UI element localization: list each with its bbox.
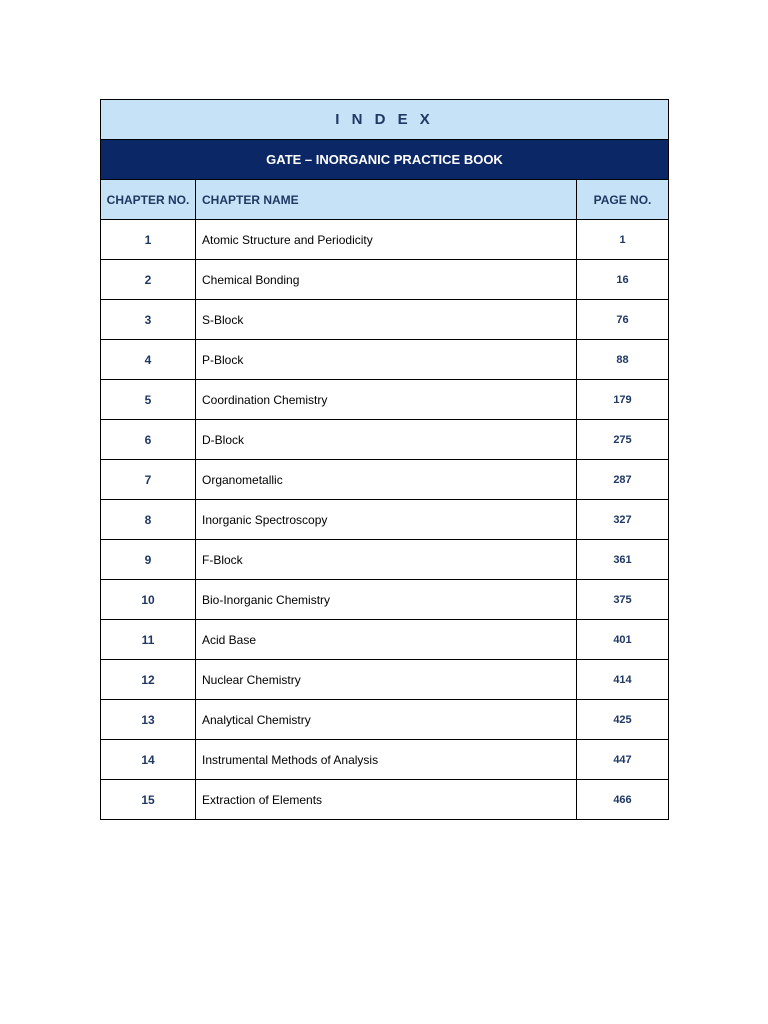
table-row <box>101 620 669 660</box>
chapter-number: 2 <box>101 260 196 300</box>
index-table <box>100 99 669 820</box>
chapter-name: Analytical Chemistry <box>196 700 577 740</box>
table-row <box>101 260 669 300</box>
chapter-name: Inorganic Spectroscopy <box>196 500 577 540</box>
chapter-number: 6 <box>101 420 196 460</box>
index-title: I N D E X <box>101 100 669 140</box>
page-number: 466 <box>577 780 669 820</box>
chapter-name: D-Block <box>196 420 577 460</box>
page-number: 88 <box>577 340 669 380</box>
chapter-name-header: CHAPTER NAME <box>196 180 577 220</box>
page-number: 16 <box>577 260 669 300</box>
table-row <box>101 660 669 700</box>
chapter-name: Extraction of Elements <box>196 780 577 820</box>
table-row <box>101 460 669 500</box>
chapter-name: Instrumental Methods of Analysis <box>196 740 577 780</box>
page-number: 414 <box>577 660 669 700</box>
chapter-number: 5 <box>101 380 196 420</box>
table-row <box>101 340 669 380</box>
table-row <box>101 780 669 820</box>
table-row <box>101 300 669 340</box>
table-row <box>101 700 669 740</box>
chapter-number: 11 <box>101 620 196 660</box>
page-number: 1 <box>577 220 669 260</box>
page-number: 327 <box>577 500 669 540</box>
table-row <box>101 380 669 420</box>
chapter-name: P-Block <box>196 340 577 380</box>
table-row <box>101 580 669 620</box>
table-row <box>101 740 669 780</box>
page-number: 76 <box>577 300 669 340</box>
page-number: 361 <box>577 540 669 580</box>
chapter-name: Acid Base <box>196 620 577 660</box>
table-row <box>101 420 669 460</box>
chapter-number: 8 <box>101 500 196 540</box>
chapter-name: Atomic Structure and Periodicity <box>196 220 577 260</box>
page-number: 447 <box>577 740 669 780</box>
book-title: GATE – INORGANIC PRACTICE BOOK <box>101 140 669 180</box>
page-no-header: PAGE NO. <box>577 180 669 220</box>
page-number: 287 <box>577 460 669 500</box>
chapter-number: 13 <box>101 700 196 740</box>
chapter-number: 15 <box>101 780 196 820</box>
index-title-row <box>101 100 669 140</box>
chapter-number: 4 <box>101 340 196 380</box>
page-number: 425 <box>577 700 669 740</box>
chapter-no-header: CHAPTER NO. <box>101 180 196 220</box>
chapter-name: Chemical Bonding <box>196 260 577 300</box>
chapter-number: 7 <box>101 460 196 500</box>
chapter-name: F-Block <box>196 540 577 580</box>
chapter-name: Bio-Inorganic Chemistry <box>196 580 577 620</box>
chapter-name: Coordination Chemistry <box>196 380 577 420</box>
column-header-row <box>101 180 669 220</box>
chapter-number: 10 <box>101 580 196 620</box>
chapter-number: 12 <box>101 660 196 700</box>
page-number: 375 <box>577 580 669 620</box>
chapter-number: 1 <box>101 220 196 260</box>
table-row <box>101 540 669 580</box>
chapter-name: Nuclear Chemistry <box>196 660 577 700</box>
table-row <box>101 500 669 540</box>
table-row <box>101 220 669 260</box>
page-number: 275 <box>577 420 669 460</box>
chapter-number: 3 <box>101 300 196 340</box>
page-number: 401 <box>577 620 669 660</box>
chapter-name: S-Block <box>196 300 577 340</box>
chapter-name: Organometallic <box>196 460 577 500</box>
chapter-number: 14 <box>101 740 196 780</box>
page-number: 179 <box>577 380 669 420</box>
chapter-number: 9 <box>101 540 196 580</box>
book-title-row <box>101 140 669 180</box>
